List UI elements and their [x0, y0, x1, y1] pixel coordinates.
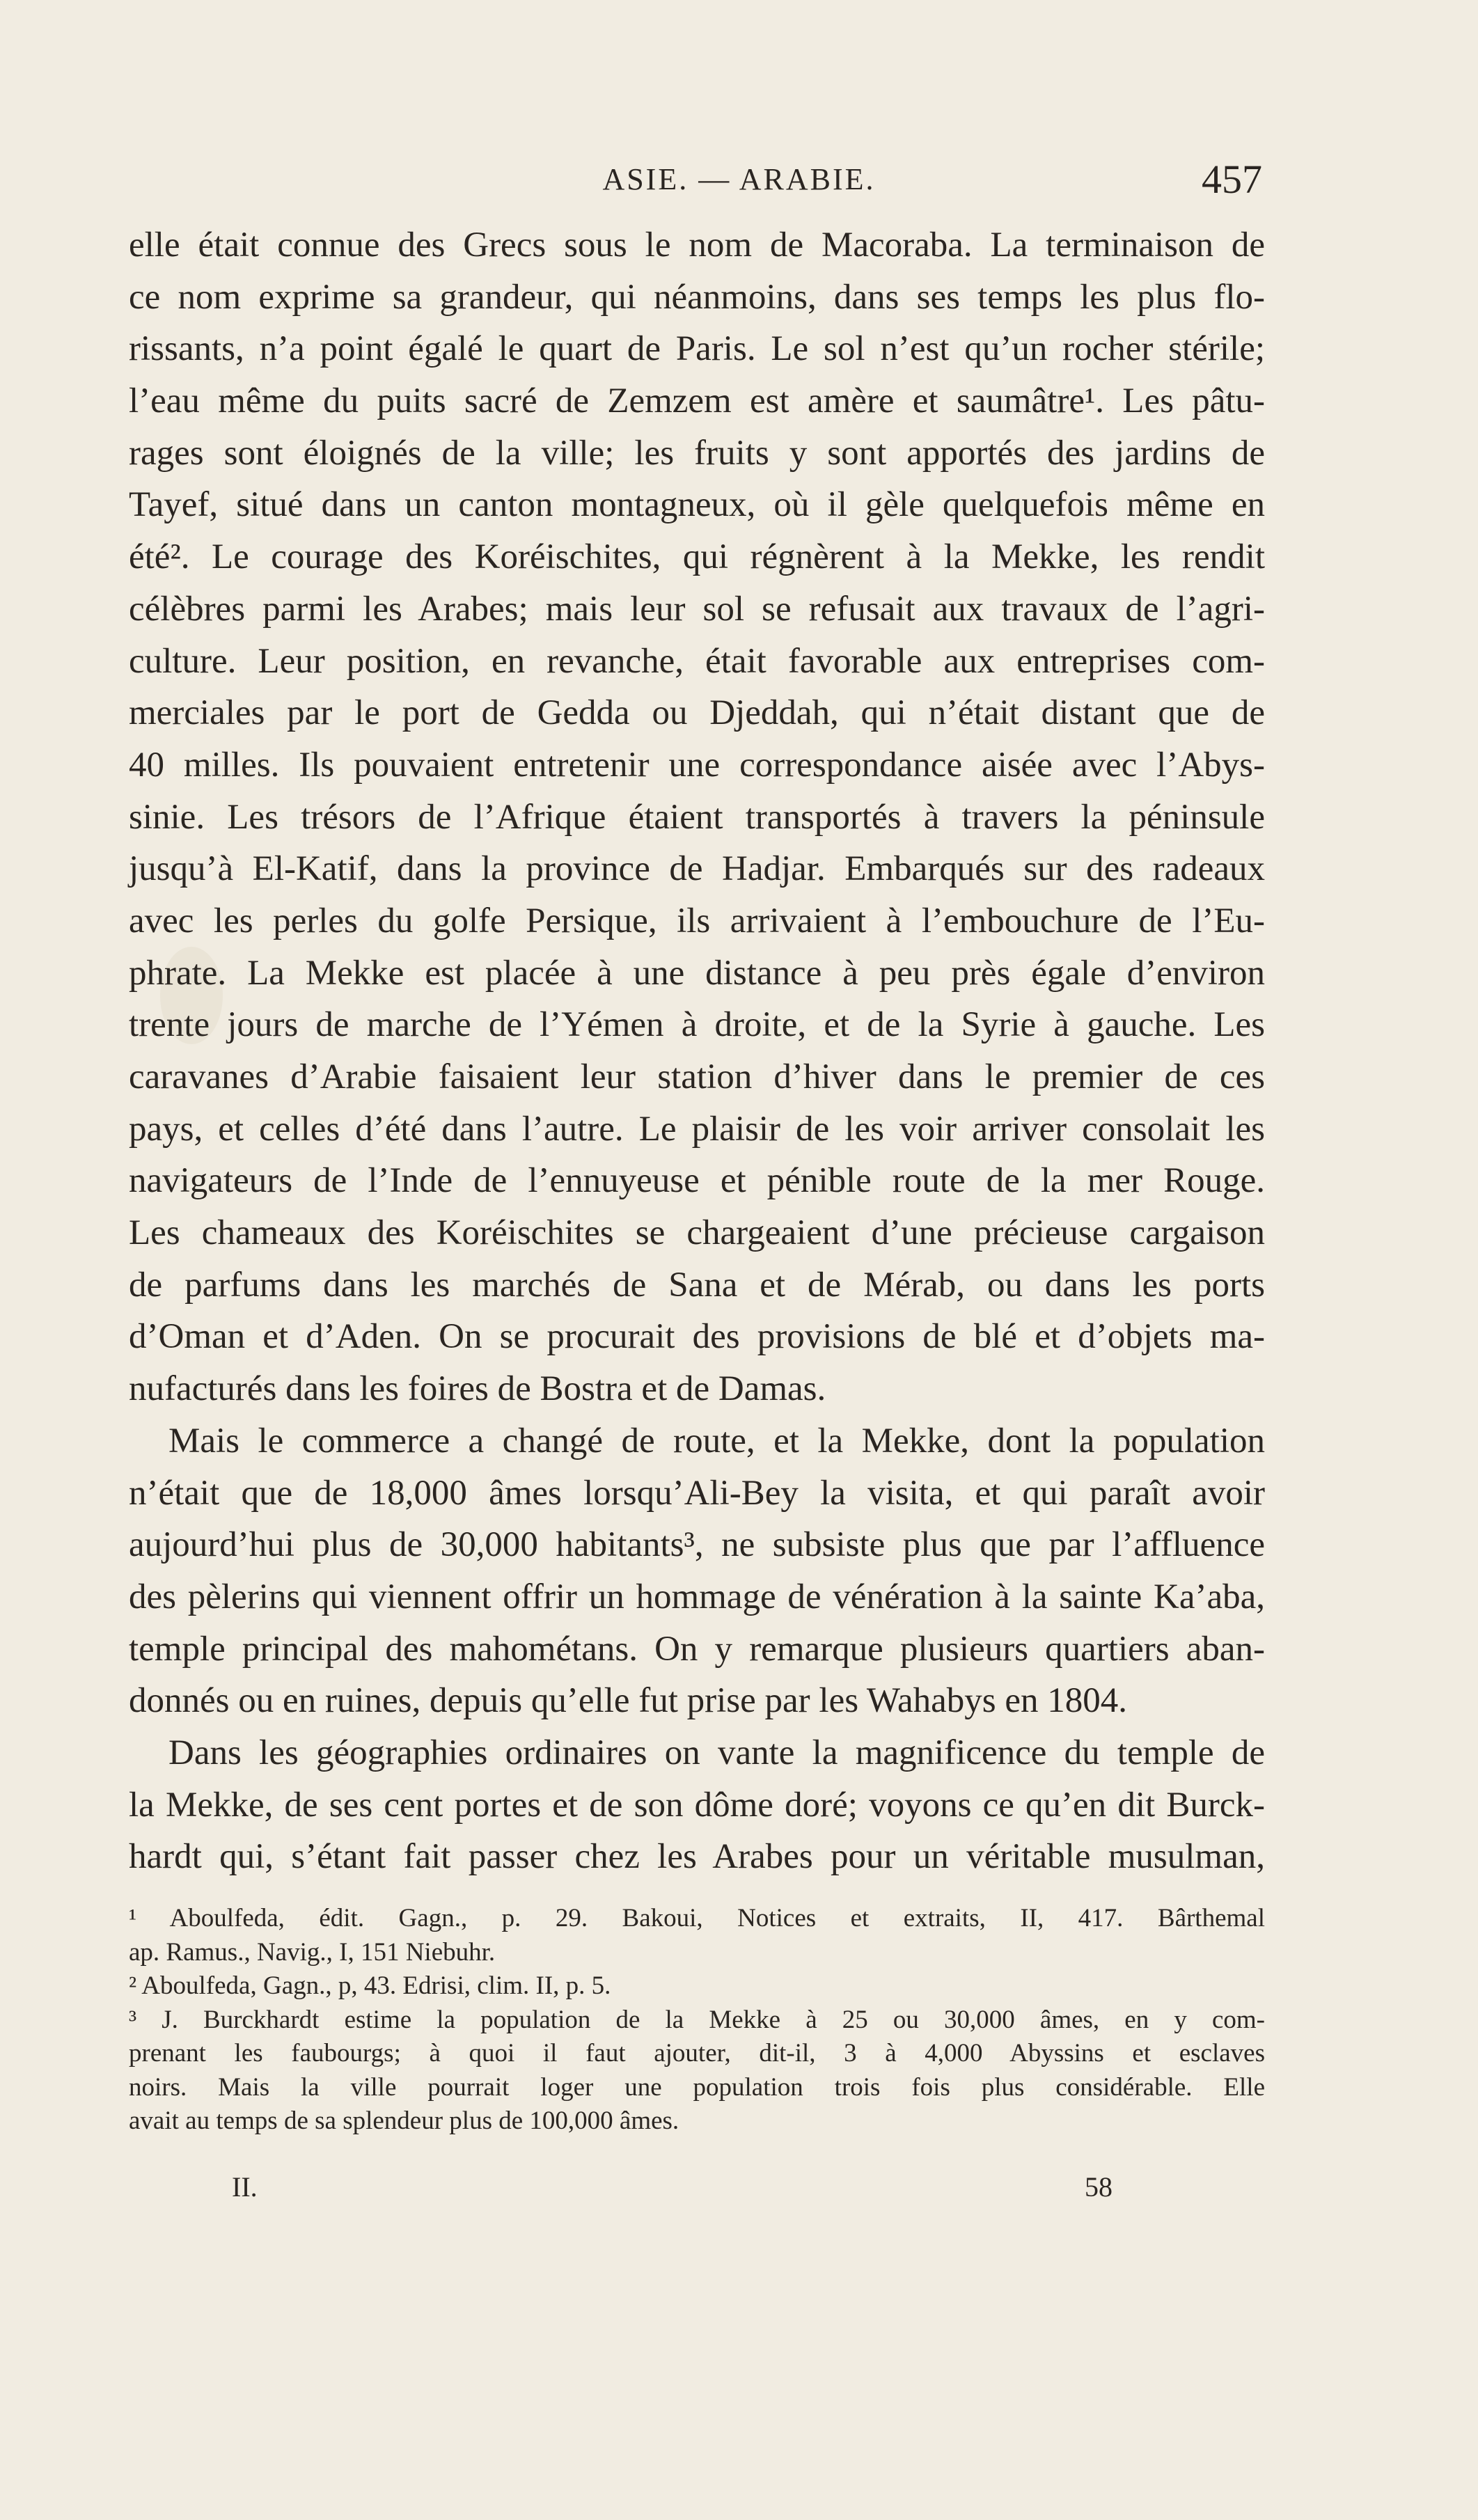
text-line: elle était connue des Grecs sous le nom de Macoraba. La terminaison de — [129, 226, 1265, 265]
footnote-line: prenant les faubourgs; à quoi il faut ajouter, dit-il, 3 à 4,000 Abyssins et esclaves — [129, 2039, 1265, 2068]
text-line: trente jours de marche de l’Yémen à droite, et de la Syrie à gauche. Les — [129, 1005, 1265, 1045]
text-line: aujourd’hui plus de 30,000 habitants³, ne subsiste plus que par l’affluence — [129, 1525, 1265, 1565]
text-line: célèbres parmi les Arabes; mais leur sol se refusait aux travaux de l’agri- — [129, 589, 1265, 629]
text-line: rissants, n’a point égalé le quart de Paris. Le sol n’est qu’un rocher stérile; — [129, 329, 1265, 369]
footnote-line: ap. Ramus., Navig., I, 151 Niebuhr. — [129, 1937, 496, 1967]
text-line: Dans les géographies ordinaires on vante la magnificence du temple de — [168, 1733, 1265, 1772]
text-line: Mais le commerce a changé de route, et la Mekke, dont la population — [168, 1421, 1265, 1460]
text-line: merciales par le port de Gedda ou Djeddah, qui n’était distant que de — [129, 693, 1265, 733]
volume-signature: II. — [232, 2171, 258, 2203]
running-title: ASIE. — ARABIE. — [602, 162, 876, 196]
text-line: l’eau même du puits sacré de Zemzem est amère et saumâtre¹. Les pâtu- — [129, 381, 1265, 421]
text-line: Tayef, situé dans un canton montagneux, où il gèle quelquefois même en — [129, 485, 1265, 525]
text-line: pays, et celles d’été dans l’autre. Le plaisir de les voir arriver consolait les — [129, 1109, 1265, 1149]
text-line: été². Le courage des Koréischites, qui régnèrent à la Mekke, les rendit — [129, 537, 1265, 577]
text-line: avec les perles du golfe Persique, ils arrivaient à l’embouchure de l’Eu- — [129, 901, 1265, 940]
text-line: rages sont éloignés de la ville; les fruits y sont apportés des jardins de — [129, 433, 1265, 473]
footnote-line: noirs. Mais la ville pourrait loger une population trois fois plus considérable. Elle — [129, 2072, 1265, 2102]
main-text — [129, 219, 1265, 1883]
text-line: hardt qui, s’étant fait passer chez les Arabes pour un véritable musulman, — [129, 1837, 1265, 1877]
page-header — [0, 157, 1478, 210]
page-footer — [0, 2171, 1478, 2212]
text-line: d’Oman et d’Aden. On se procurait des provisions de blé et d’objets ma- — [129, 1317, 1265, 1357]
text-line: sinie. Les trésors de l’Afrique étaient transportés à travers la péninsule — [129, 797, 1265, 837]
text-line: des pèlerins qui viennent offrir un hommage de vénération à la sainte Ka’aba, — [129, 1577, 1265, 1616]
text-line: temple principal des mahométans. On y remarque plusieurs quartiers aban- — [129, 1629, 1265, 1669]
text-line: phrate. La Mekke est placée à une distance à peu près égale d’environ — [129, 953, 1265, 993]
text-line: donnés ou en ruines, depuis qu’elle fut prise par les Wahabys en 1804. — [129, 1681, 1127, 1721]
footnotes — [129, 1902, 1265, 2139]
footnote-line: avait au temps de sa splendeur plus de 100,000 âmes. — [129, 2106, 679, 2135]
text-line: n’était que de 18,000 âmes lorsqu’Ali-Bey la visita, et qui paraît avoir — [129, 1473, 1265, 1513]
text-line: navigateurs de l’Inde de l’ennuyeuse et pénible route de la mer Rouge. — [129, 1161, 1265, 1201]
text-line: culture. Leur position, en revanche, était favorable aux entreprises com- — [129, 641, 1265, 681]
text-line: 40 milles. Ils pouvaient entretenir une correspondance aisée avec l’Abys- — [129, 745, 1265, 785]
text-line: la Mekke, de ses cent portes et de son dôme doré; voyons ce qu’en dit Burck- — [129, 1785, 1265, 1825]
text-line: ce nom exprime sa grandeur, qui néanmoins, dans ses temps les plus flo- — [129, 277, 1265, 317]
text-line: Les chameaux des Koréischites se chargeaient d’une précieuse cargaison — [129, 1213, 1265, 1253]
sheet-number: 58 — [1085, 2171, 1113, 2203]
footnote-line: ¹ Aboulfeda, édit. Gagn., p. 29. Bakoui, Notices et extraits, II, 417. Bârthemal — [129, 1904, 1265, 1932]
footnote-line: ³ J. Burckhardt estime la population de la Mekke à 25 ou 30,000 âmes, en y com- — [129, 2005, 1265, 2034]
page-number: 457 — [1202, 157, 1262, 202]
text-line: caravanes d’Arabie faisaient leur station d’hiver dans le premier de ces — [129, 1057, 1265, 1096]
text-line: jusqu’à El-Katif, dans la province de Hadjar. Embarqués sur des radeaux — [129, 849, 1265, 889]
text-line: de parfums dans les marchés de Sana et de Mérab, ou dans les ports — [129, 1265, 1265, 1305]
text-line: nufacturés dans les foires de Bostra et de Damas. — [129, 1369, 826, 1409]
footnote-line: ² Aboulfeda, Gagn., p, 43. Edrisi, clim. II, p. 5. — [129, 1971, 611, 2000]
